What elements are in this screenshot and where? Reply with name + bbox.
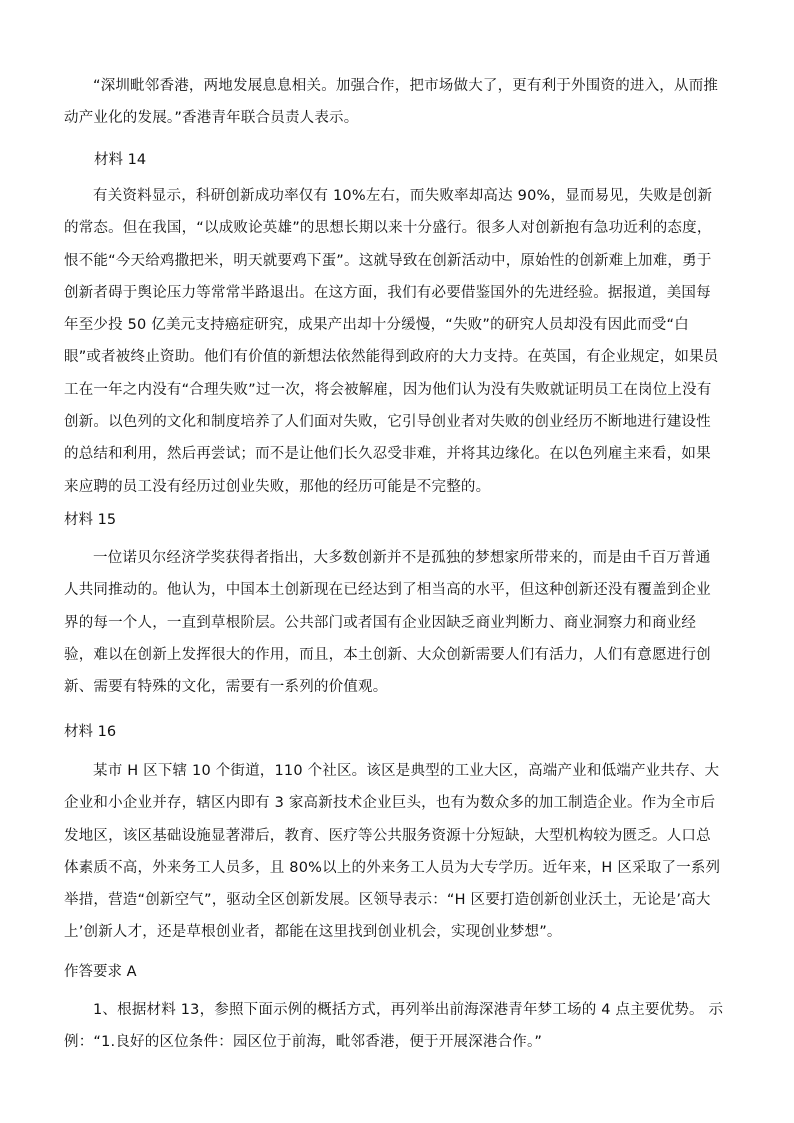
heading-material-16: 材料 16 — [64, 724, 117, 740]
paragraph-material-15: 一位诺贝尔经济学奖获得者指出，大多数创新并不是孤独的梦想家所带来的，而是由千百万普通人共同推动的。他认为，中国本土创新现在已经达到了相当高的水平，但这种创新还没有覆盖到企业界的每一个人，一直到草根阶层。公共部门或者国有企业因缺乏商业判断力、商业洞察力和商业经验，难以在创新上发挥很大的作用，而且，本土创新、大众创新需要人们有活力，人们有意愿进行创新、需要有特殊的文化，需要有一系列的价值观。 — [64, 550, 711, 696]
paragraph-intro-quote: “深圳毗邻香港，两地发展息息相关。加强合作，把市场做大了，更有利于外围资的进入，从而推动产业化的发展。”香港青年联合员责人表示。 — [64, 78, 719, 127]
paragraph-material-16: 某市 H 区下辖 10 个街道，110 个社区。该区是典型的工业大区，高端产业和低端产业共存、大企业和小企业并存，辖区内即有 3 家高新技术企业巨头，也有为数众多的加工制造企业。作为全市后发地区，该区基础设施显著滞后，教育、医疗等公共服务资源十分短缺，大型机构较为匮乏。人口总体素质不高，外来务工人员多，且 80%以上的外来务工人员为大专学历。近年来，H 区采取了一系列举措，营造“创新空气”，驱动全区创新发展。区领导表示：“H 区要打造创新创业沃土，无论是’高大上’创新人才，还是草根创业者，都能在这里找到创业机会，实现创业梦想”。 — [64, 763, 721, 941]
heading-answer-requirement-a: 作答要求 A — [64, 964, 137, 980]
heading-material-14: 材料 14 — [94, 152, 147, 168]
paragraph-material-14: 有关资料显示，科研创新成功率仅有 10%左右，而失败率却高达 90%，显而易见，失败是创新的常态。但在我国，“以成败论英雄”的思想长期以来十分盛行。很多人对创新抱有急功近利的态度，恨不能“今天给鸡撒把米，明天就要鸡下蛋”。这就导致在创新活动中，原始性的创新难上加难，勇于创新者碍于舆论压力等常常半路退出。在这方面，我们有必要借鉴国外的先进经验。据报道，美国每年至少投 50 亿美元支持癌症研究，成果产出却十分缓慢，“失败”的研究人员却没有因此而受“白眼”或者被终止资助。他们有价值的新想法依然能得到政府的大力支持。在英国，有企业规定，如果员工在一年之内没有“合理失败”过一次，将会被解雇，因为他们认为没有失败就证明员工在岗位上没有创新。以色列的文化和制度培养了人们面对失败，它引导创业者对失败的创业经历不断地进行建设性的总结和利用，然后再尝试；而不是让他们长久忍受非难，并将其边缘化。在以色列雇主来看，如果来应聘的员工没有经历过创业失败，那他的经历可能是不完整的。 — [64, 188, 719, 495]
heading-material-15: 材料 15 — [64, 512, 117, 528]
question-1: 1、根据材料 13，参照下面示例的概括方式，再列举出前海深港青年梦工场的 4 点主要优势。 示例：“1.良好的区位条件：园区位于前海，毗邻香港，便于开展深港合作。” — [64, 1002, 724, 1051]
